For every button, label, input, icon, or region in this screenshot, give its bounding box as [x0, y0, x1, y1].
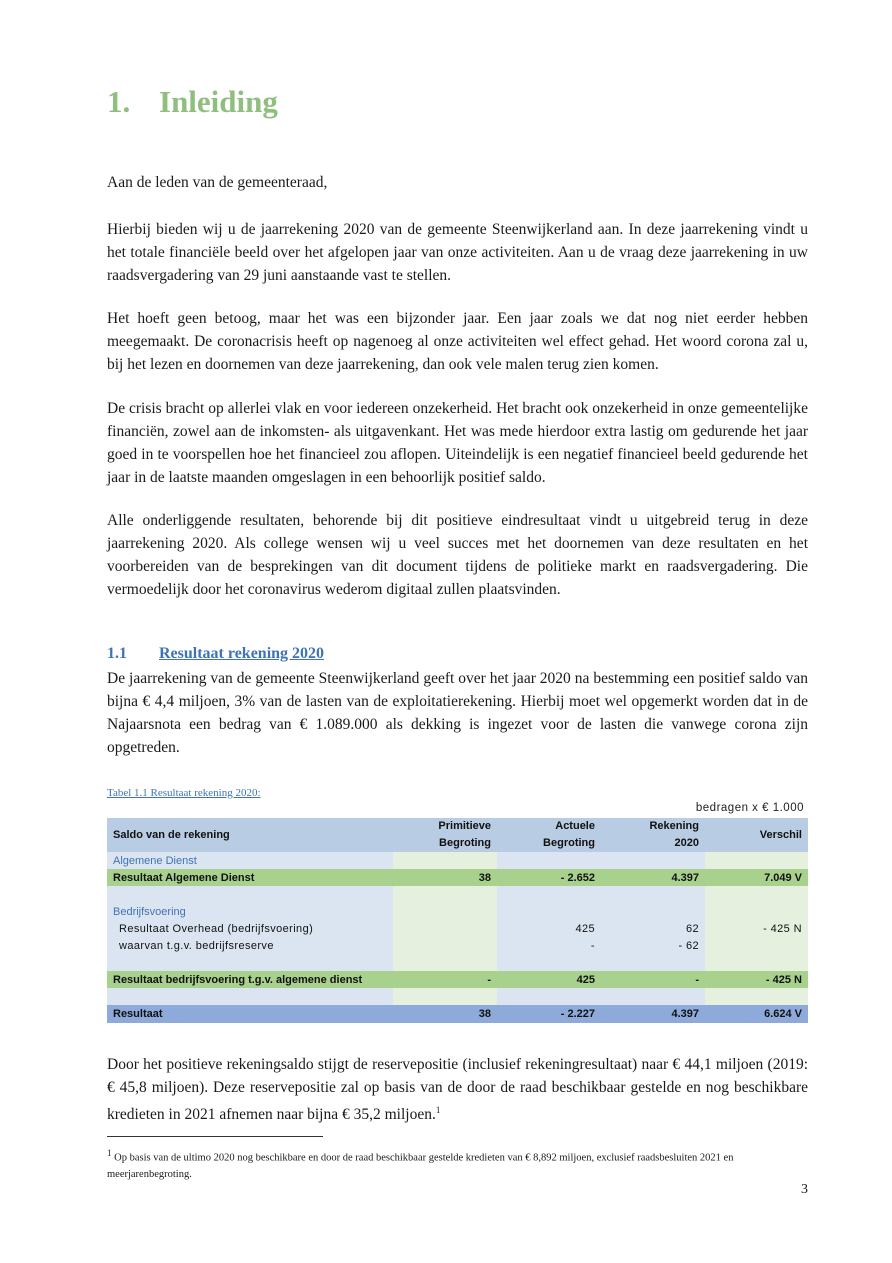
cell-rek: - 62 [601, 937, 705, 954]
section-number: 1.1 [107, 645, 127, 662]
cell-prim [393, 920, 497, 937]
table-spacer [107, 886, 808, 903]
header-primitieve: Primitieve Begroting [393, 818, 497, 852]
cell-prim: 38 [393, 1005, 497, 1023]
row-label: Resultaat Overhead (bedrijfsvoering) [107, 920, 393, 937]
paragraph-3: De crisis bracht op allerlei vlak en voor iedereen onzekerheid. Het bracht ook onzekerheid in onze gemeentelijke financiën, zowel aan de inkomsten- als uitgavenkant. Het was mede hierdoor extra lastig om gedurende het jaar goed in te voorspellen hoe het financieel zou aflopen. Uiteindelijk is een negatief financieel beeld gedurende het jaar in de laatste maanden omgeslagen in een behoorlijk positief saldo. [107, 400, 808, 486]
row-label: Resultaat Algemene Dienst [107, 869, 393, 886]
table-spacer [107, 988, 808, 1005]
section-paragraph: De jaarrekening van de gemeente Steenwijkerland geeft over het jaar 2020 na bestemming een positief saldo van bijna € 4,4 miljoen, 3% van de lasten van de exploitatierekening. Hierbij moet wel opgemerkt worden dat in de Najaarsnota een bedrag van € 1.089.000 als dekking is ingezet voor de lasten die vanwege corona zijn opgetreden. [107, 670, 808, 756]
row-label: Resultaat [107, 1005, 393, 1023]
cell-verschil: - 425 N [705, 971, 808, 988]
chapter-heading [107, 84, 278, 120]
cell-act: - [497, 937, 601, 954]
chapter-title: Inleiding [159, 84, 278, 119]
footnote-divider [107, 1136, 323, 1137]
paragraph-4: Alle onderliggende resultaten, behorende bij dit positieve eindresultaat vindt u uitgebreid terug in deze jaarrekening 2020. Als college wensen wij u veel succes met het doornemen van deze resultaten en het voorbereiden van de besprekingen van dit document tijdens de politieke markt en raadsvergadering. Die vermoedelijk door het coronavirus wederom digitaal zullen plaatsvinden. [107, 512, 808, 598]
table-row-bedrijfsvoering [107, 903, 808, 920]
cell-rek: - [601, 971, 705, 988]
header-actuele: Actuele Begroting [497, 818, 601, 852]
table-unit-note: bedragen x € 1.000 [695, 802, 804, 814]
cell-rek: 4.397 [601, 1005, 705, 1023]
header-verschil: Verschil [705, 818, 808, 852]
paragraph-1: Hierbij bieden wij u de jaarrekening 2020 van de gemeente Steenwijkerland aan. In deze jaarrekening vindt u het totale financiële beeld over het afgelopen jaar van onze activiteiten. Aan u de vraag deze jaarrekening in uw raadsvergadering van 29 juni aanstaande vast te stellen. [107, 221, 808, 284]
cell-rek: 62 [601, 920, 705, 937]
cell-verschil: - 425 N [705, 920, 808, 937]
paragraph-2: Het hoeft geen betoog, maar het was een bijzonder jaar. Een jaar zoals we dat nog niet eerder hebben meegemaakt. De coronacrisis heeft op nagenoeg al onze activiteiten wel effect gehad. Het woord corona zal u, bij het lezen en doornemen van deze jaarrekening, dan ook vele malen terug zien komen. [107, 310, 808, 373]
table-row-resultaat-bv [107, 971, 808, 988]
row-label: waarvan t.g.v. bedrijfsreserve [107, 937, 393, 954]
page-number: 3 [801, 1182, 808, 1197]
closing-text: Door het positieve rekeningsaldo stijgt de reservepositie (inclusief rekeningresultaat) naar € 44,1 miljoen (2019: € 45,8 miljoen). Deze reservepositie zal op basis van de door de raad beschikbaar gestelde en nog beschikbare kredieten in 2021 afnemen naar bijna € 35,2 miljoen. [107, 1056, 808, 1124]
header-rekening: Rekening 2020 [601, 818, 705, 852]
cell-rek: 4.397 [601, 869, 705, 886]
footnote-marker: 1 [107, 1148, 112, 1158]
row-label: Bedrijfsvoering [107, 903, 393, 920]
cell-verschil: 7.049 V [705, 869, 808, 886]
table-row-waarvan [107, 937, 808, 954]
cell-act: - 2.227 [497, 1005, 601, 1023]
table-row-algemene-dienst [107, 852, 808, 869]
salutation: Aan de leden van de gemeenteraad, [107, 174, 328, 191]
cell-prim: 38 [393, 869, 497, 886]
table-row-overhead [107, 920, 808, 937]
table-caption: Tabel 1.1 Resultaat rekening 2020: [107, 787, 261, 799]
cell-act: 425 [497, 971, 601, 988]
section-title: Resultaat rekening 2020 [159, 645, 325, 662]
table-row-resultaat-ad [107, 869, 808, 886]
table-spacer [107, 954, 808, 971]
footnote [107, 1145, 808, 1183]
section-heading [107, 645, 324, 663]
row-label: Algemene Dienst [107, 852, 393, 869]
footnote-text: Op basis van de ultimo 2020 nog beschikbare en door de raad beschikbaar gestelde kredieten van € 8,892 miljoen, exclusief raadsbesluiten 2021 en meerjarenbegroting. [107, 1152, 734, 1180]
header-label: Saldo van de rekening [107, 818, 393, 852]
cell-verschil: 6.624 V [705, 1005, 808, 1023]
closing-paragraph [107, 1053, 808, 1126]
cell-act: 425 [497, 920, 601, 937]
row-label: Resultaat bedrijfsvoering t.g.v. algemene dienst [107, 971, 393, 988]
chapter-number: 1. [107, 84, 131, 119]
cell-act: - 2.652 [497, 869, 601, 886]
table-row-resultaat [107, 1005, 808, 1023]
footnote-reference[interactable]: 1 [435, 1105, 441, 1115]
cell-verschil [705, 937, 808, 954]
cell-prim: - [393, 971, 497, 988]
cell-prim [393, 937, 497, 954]
table-header-row [107, 818, 808, 852]
result-table [107, 818, 808, 1023]
